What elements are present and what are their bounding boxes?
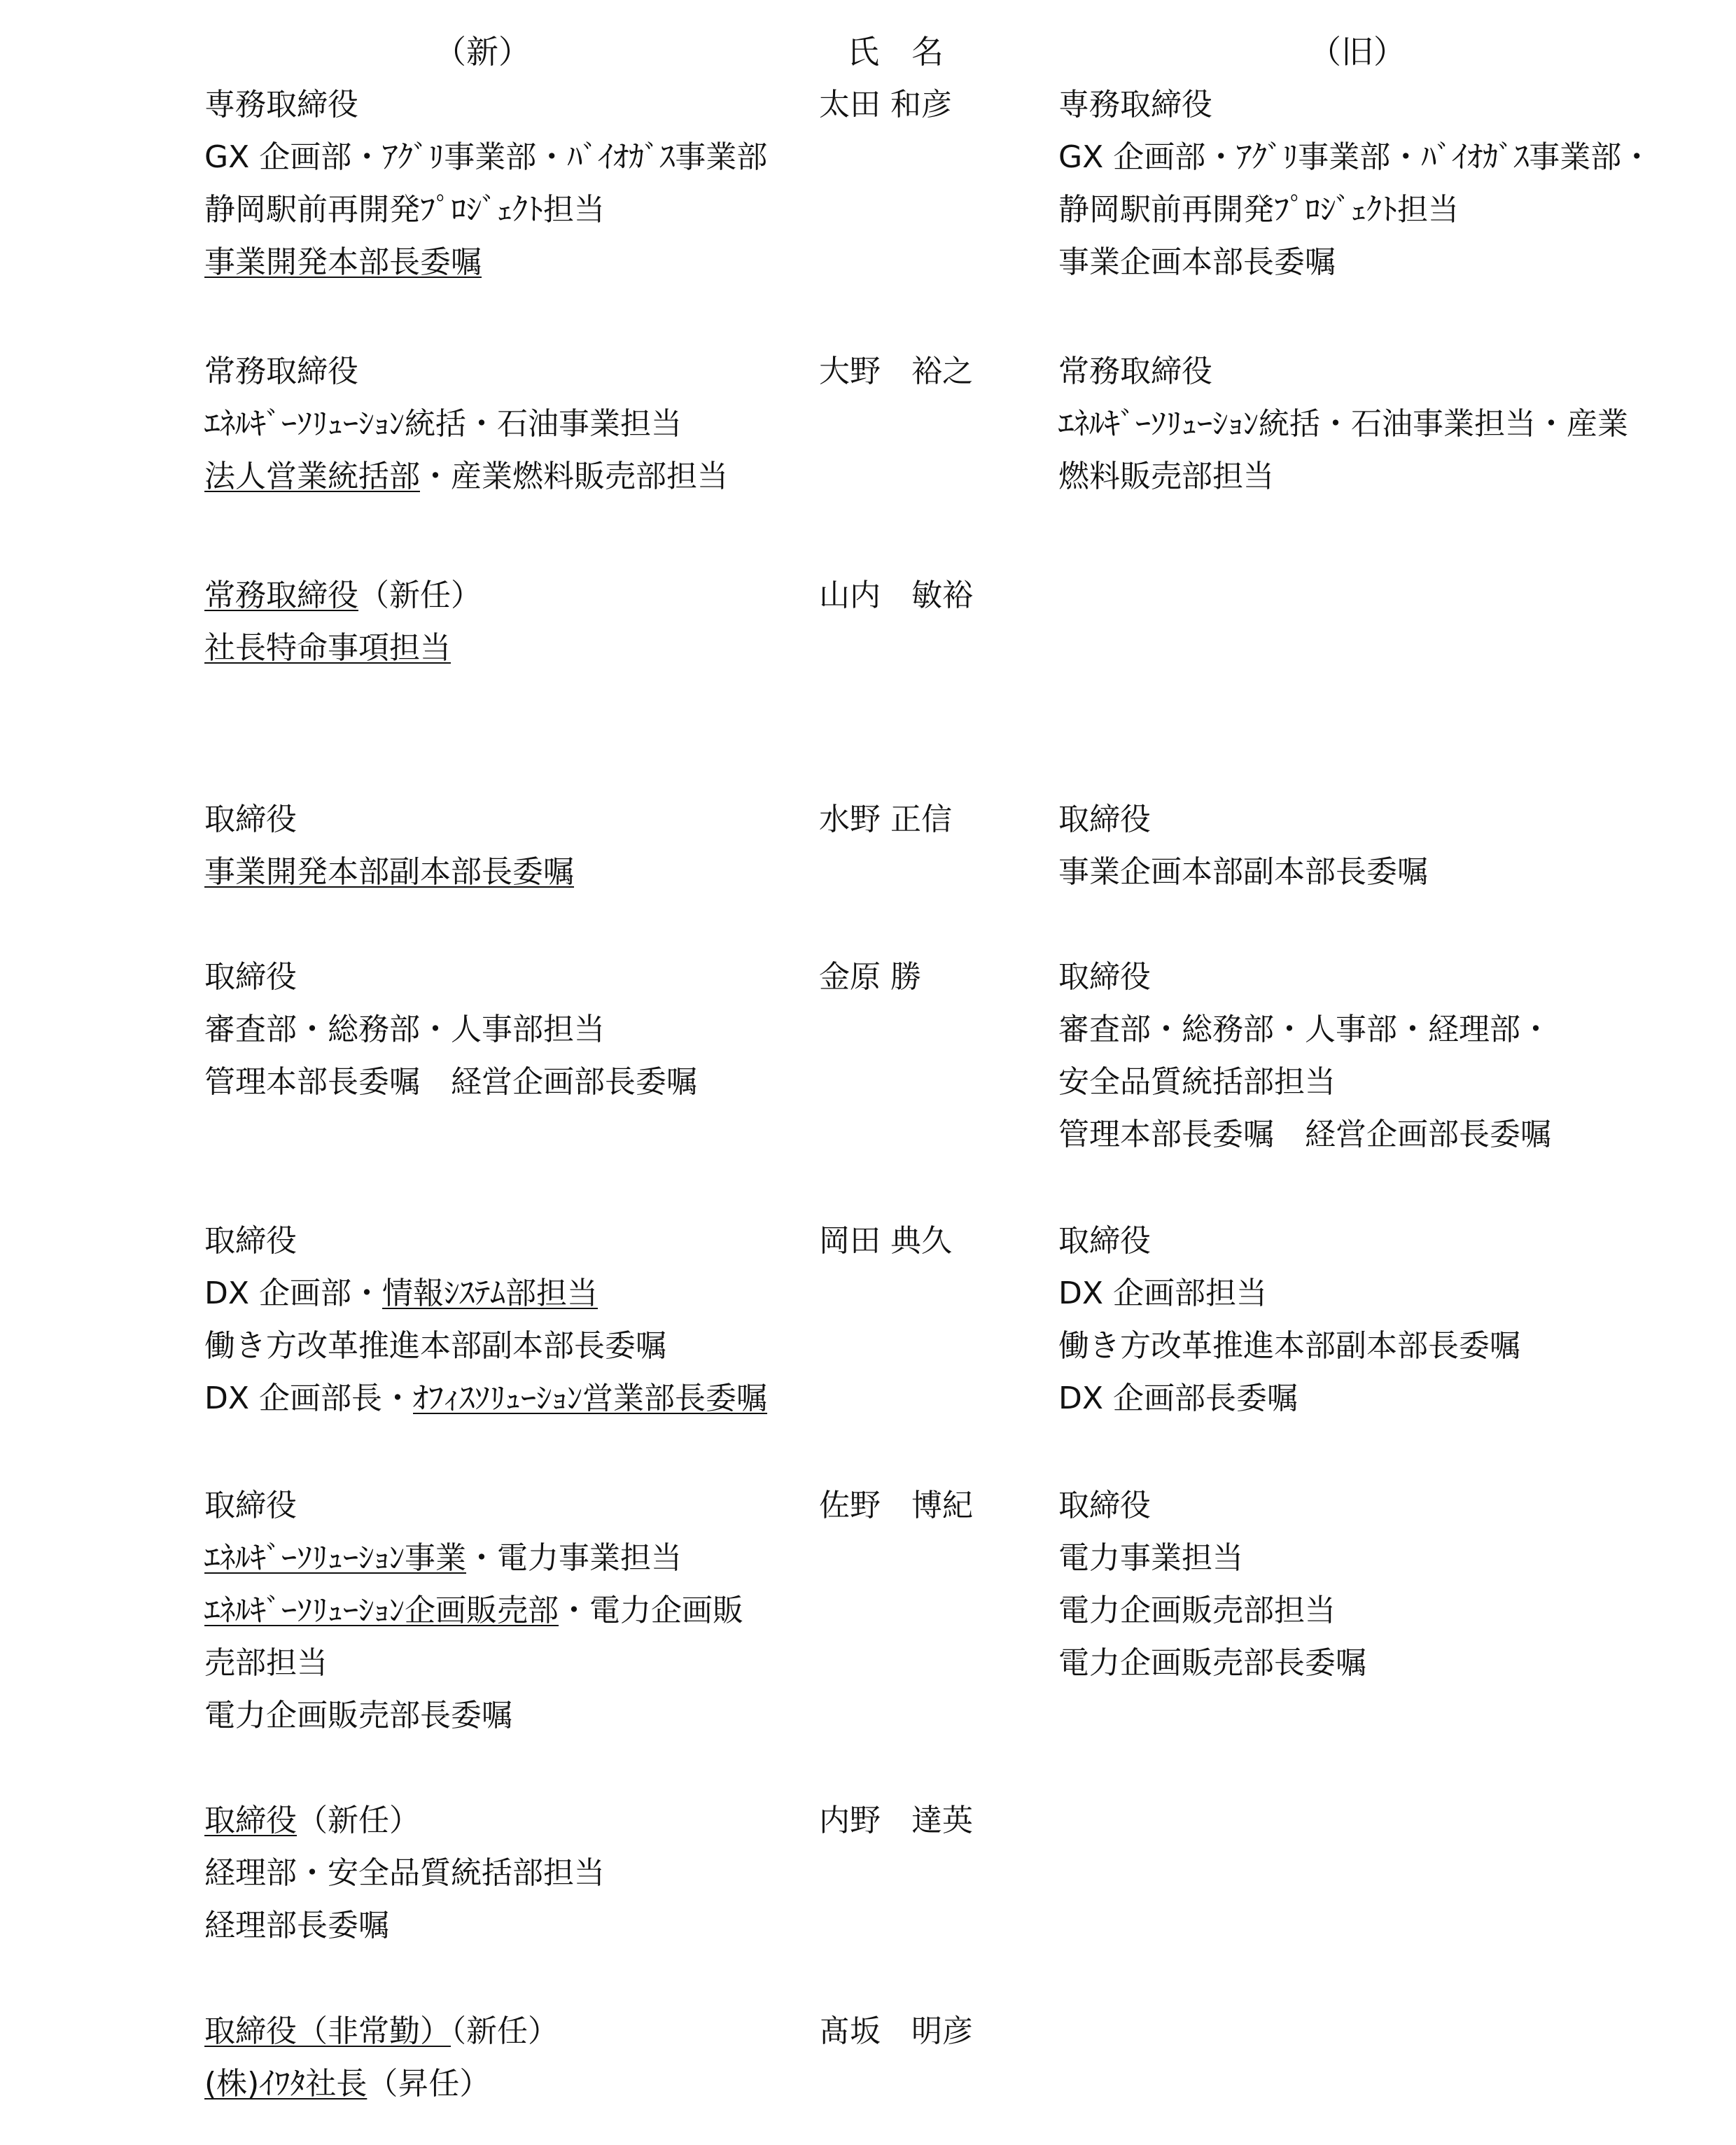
text-segment: 静岡駅前再開発ﾌﾟﾛｼﾞｪｸﾄ担当 [1058,192,1459,228]
text-line [1058,236,1652,288]
text-segment: 売部担当 [204,1645,328,1681]
text-line [1058,1320,1520,1372]
text-segment: 取締役 [1058,1488,1151,1523]
new-position [204,345,728,503]
text-segment: 働き方改革推進本部副本部長委嘱 [1058,1328,1520,1364]
new-position [204,793,574,898]
text-segment: 経理部・安全品質統括部担当 [204,1855,605,1891]
text-line [204,1215,767,1267]
text-line [204,1637,743,1689]
header-name: 氏 名 [847,33,944,71]
underlined-text: 社長特命事項担当 [204,630,451,666]
text-segment: ・電力事業担当 [466,1540,682,1576]
text-segment: ｴﾈﾙｷﾞｰｿﾘｭｰｼｮﾝ統括・石油事業担当・産業 [1058,406,1628,442]
new-position [204,1794,605,1952]
officer-name: 水野 正信 [819,802,952,837]
text-line [204,1847,605,1899]
underlined-text: 取締役 [204,1803,297,1838]
new-position [204,951,697,1108]
text-line [1058,183,1652,236]
text-segment: 働き方改革推進本部副本部長委嘱 [204,1328,666,1364]
text-segment: 管理本部長委嘱 経営企画部長委嘱 [1058,1117,1551,1152]
text-segment: 静岡駅前再開発ﾌﾟﾛｼﾞｪｸﾄ担当 [204,192,605,228]
underlined-text: 事業開発本部長委嘱 [204,244,482,280]
text-segment: DX 企画部長委嘱 [1058,1381,1298,1416]
text-line [204,2057,559,2110]
underlined-text: 常務取締役 [204,578,358,613]
text-line [1058,1479,1366,1532]
text-line [204,1532,743,1584]
text-segment: 事業企画本部長委嘱 [1058,244,1336,280]
underlined-text: 取締役（非常勤） [204,2013,451,2049]
text-line [204,183,767,236]
text-line [1058,398,1628,450]
text-line [204,236,767,288]
text-line [204,1056,697,1108]
text-segment: 電力企画販売部長委嘱 [204,1698,512,1733]
underlined-text: 法人営業統括部 [204,459,420,494]
text-segment: 取締役 [1058,802,1151,837]
text-line [204,131,767,183]
new-position [204,1479,743,1742]
text-line [1058,131,1652,183]
text-line [1058,1372,1520,1425]
text-line [1058,1108,1551,1161]
text-line [1058,793,1428,846]
new-position [204,2005,559,2110]
text-segment: 電力企画販売部担当 [1058,1593,1336,1628]
text-segment: （昇任） [367,2066,491,2102]
old-position [1058,345,1628,503]
text-line [204,1003,697,1056]
text-line [1058,1532,1366,1584]
new-position [204,1215,767,1425]
officer-name: 岡田 典久 [819,1223,952,1259]
text-line [204,2005,559,2057]
text-segment: 常務取締役 [204,354,358,389]
text-line [1058,846,1428,898]
text-line [204,398,728,450]
text-line [204,569,482,622]
underlined-text: ｵﾌｨｽｿﾘｭｰｼｮﾝ営業部長委嘱 [413,1381,768,1416]
text-line [204,1584,743,1637]
text-segment: 取締役 [1058,1223,1151,1259]
text-line [204,622,482,674]
text-line [204,1479,743,1532]
text-line [204,793,574,846]
text-line [204,78,767,131]
text-segment: DX 企画部長・ [204,1381,414,1416]
header-new: （新） [434,33,531,71]
old-position [1058,1215,1520,1425]
text-segment: ・産業燃料販売部担当 [420,459,728,494]
text-segment: 電力事業担当 [1058,1540,1243,1576]
text-segment: GX 企画部・ｱｸﾞﾘ事業部・ﾊﾞｲｵｶﾞｽ事業部 [204,139,768,175]
text-segment: （新任） [451,2013,559,2049]
old-position [1058,1479,1366,1689]
text-line [1058,450,1628,503]
text-line [204,1899,605,1952]
officer-name: 佐野 博紀 [819,1488,973,1523]
text-line [1058,1584,1366,1637]
officer-name: 太田 和彦 [819,87,952,123]
officer-name: 髙坂 明彦 [819,2013,973,2049]
text-segment: 安全品質統括部担当 [1058,1064,1336,1100]
text-segment: （新任） [358,578,482,613]
text-segment: 取締役 [204,802,297,837]
text-segment: 常務取締役 [1058,354,1212,389]
new-position [204,569,482,674]
text-line [1058,345,1628,398]
text-line [204,1689,743,1742]
text-line [204,1372,767,1425]
text-line [204,1267,767,1320]
text-segment: 取締役 [1058,959,1151,995]
text-line [204,345,728,398]
text-segment: 審査部・総務部・人事部担当 [204,1012,605,1047]
text-line [204,846,574,898]
text-segment: 経理部長委嘱 [204,1908,389,1943]
text-line [1058,1215,1520,1267]
old-position [1058,951,1551,1161]
text-line [204,1794,605,1847]
underlined-text: ｴﾈﾙｷﾞｰｿﾘｭｰｼｮﾝ企画販売部 [204,1593,559,1628]
text-line [1058,1637,1366,1689]
text-line [1058,1056,1551,1108]
officer-name: 金原 勝 [819,959,921,995]
text-segment: 専務取締役 [204,87,358,123]
text-line [1058,78,1652,131]
text-segment: 取締役 [204,959,297,995]
text-segment: 電力企画販売部長委嘱 [1058,1645,1366,1681]
text-line [1058,1003,1551,1056]
old-position [1058,78,1652,288]
text-segment: 審査部・総務部・人事部・経理部・ [1058,1012,1551,1047]
text-line [204,1320,767,1372]
text-segment: 取締役 [204,1488,297,1523]
text-line [204,450,728,503]
text-segment: DX 企画部担当 [1058,1276,1268,1311]
underlined-text: (株)ｲﾜﾀ社長 [204,2066,368,2102]
underlined-text: 情報ｼｽﾃﾑ部担当 [382,1276,598,1311]
header-old: （旧） [1309,33,1406,71]
text-segment: 管理本部長委嘱 経営企画部長委嘱 [204,1064,697,1100]
underlined-text: ｴﾈﾙｷﾞｰｿﾘｭｰｼｮﾝ事業 [204,1540,466,1576]
underlined-text: 事業開発本部副本部長委嘱 [204,854,574,890]
text-segment: 取締役 [204,1223,297,1259]
text-segment: 事業企画本部副本部長委嘱 [1058,854,1428,890]
new-position [204,78,767,288]
text-segment: （新任） [297,1803,420,1838]
text-segment: DX 企画部・ [204,1276,383,1311]
officer-name: 大野 裕之 [819,354,973,389]
old-position [1058,793,1428,898]
officer-name: 山内 敏裕 [819,578,973,613]
text-segment: 専務取締役 [1058,87,1212,123]
text-line [204,951,697,1003]
text-segment: ・電力企画販 [559,1593,743,1628]
text-segment: ｴﾈﾙｷﾞｰｿﾘｭｰｼｮﾝ統括・石油事業担当 [204,406,682,442]
text-segment: GX 企画部・ｱｸﾞﾘ事業部・ﾊﾞｲｵｶﾞｽ事業部・ [1058,139,1653,175]
text-line [1058,1267,1520,1320]
officer-name: 内野 達英 [819,1803,973,1838]
text-line [1058,951,1551,1003]
text-segment: 燃料販売部担当 [1058,459,1274,494]
